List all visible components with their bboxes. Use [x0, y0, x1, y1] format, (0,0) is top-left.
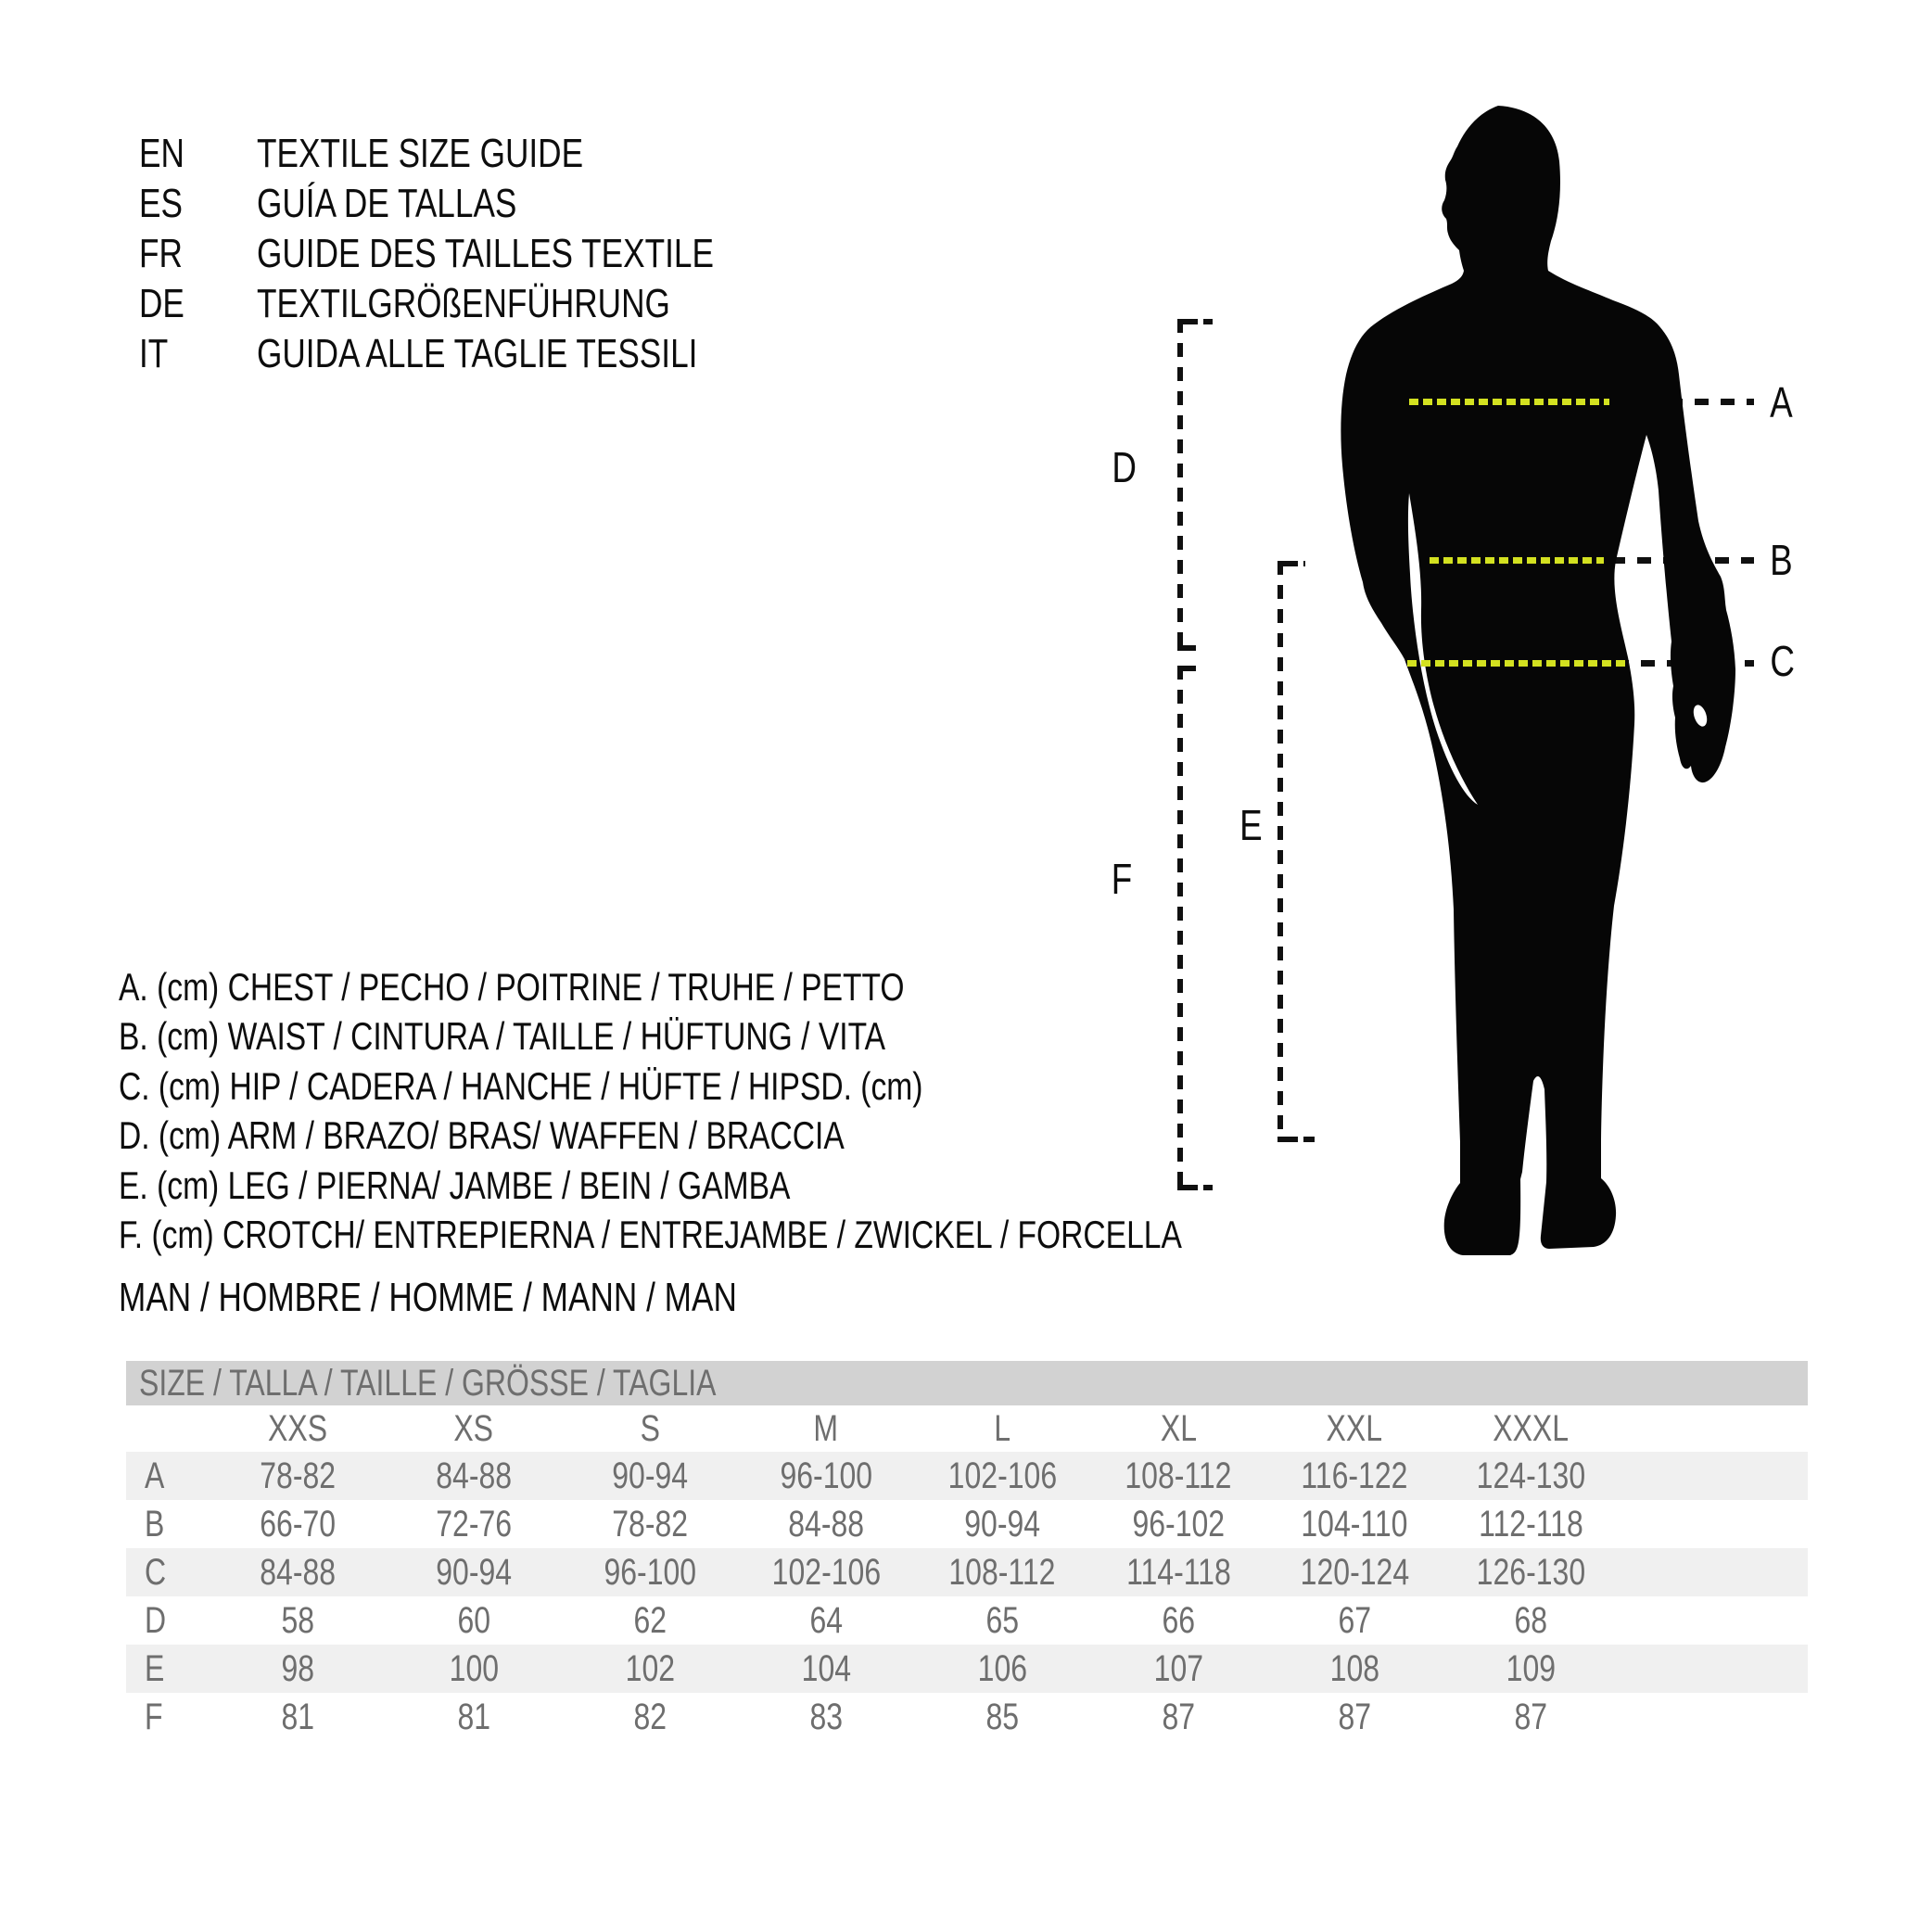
- legend-item-f: F. (cm) CROTCH/ ENTREPIERNA / ENTREJAMBE / ZWICKEL / FORCELLA: [119, 1213, 1182, 1256]
- table-cell: 81: [457, 1696, 490, 1737]
- table-cell: 114-118: [1125, 1551, 1231, 1593]
- table-cell: 104: [801, 1647, 851, 1689]
- table-cell: 68: [1514, 1599, 1547, 1641]
- crotch-line-tick-bottom: [1177, 1185, 1213, 1190]
- legend-item-c: C. (cm) HIP / CADERA / HANCHE / HÜFTE / HIPSD. (cm): [119, 1063, 923, 1108]
- legend-item-e: E. (cm) LEG / PIERNA/ JAMBE / BEIN / GAMBA: [119, 1163, 791, 1207]
- table-cell: 78-82: [260, 1455, 336, 1496]
- table-cell: 66: [1162, 1599, 1195, 1641]
- language-code: EN: [139, 131, 184, 176]
- table-row-b: [126, 1500, 1808, 1548]
- marker-label-leg: E: [1239, 800, 1263, 849]
- table-cell: 109: [1506, 1647, 1556, 1689]
- size-column-header: XS: [453, 1407, 494, 1449]
- table-cell: 81: [281, 1696, 314, 1737]
- marker-label-crotch: F: [1111, 854, 1133, 903]
- size-column-header: XL: [1160, 1407, 1197, 1449]
- table-cell: 87: [1338, 1696, 1371, 1737]
- language-title: GUIDE DES TAILLES TEXTILE: [257, 231, 714, 276]
- language-code: IT: [139, 331, 169, 376]
- table-cell: 116-122: [1301, 1455, 1408, 1496]
- size-column-header: XXS: [267, 1407, 328, 1449]
- marker-label-hip: C: [1770, 636, 1795, 685]
- table-cell: 66-70: [260, 1503, 336, 1544]
- size-column-header: M: [813, 1407, 839, 1449]
- table-cell: 82: [633, 1696, 667, 1737]
- table-cell: 84-88: [260, 1551, 336, 1593]
- table-cell: 78-82: [612, 1503, 688, 1544]
- table-row-f: [126, 1693, 1808, 1741]
- arm-line-tick-top: [1177, 319, 1213, 324]
- crotch-line-tick-top: [1177, 666, 1196, 671]
- row-label: E: [145, 1647, 165, 1689]
- table-cell: 87: [1162, 1696, 1195, 1737]
- table-cell: 106: [977, 1647, 1027, 1689]
- table-cell: 60: [457, 1599, 490, 1641]
- language-title: GUIDA ALLE TAGLIE TESSILI: [257, 331, 698, 376]
- table-cell: 90-94: [436, 1551, 512, 1593]
- row-label: A: [145, 1455, 165, 1496]
- table-cell: 87: [1514, 1696, 1547, 1737]
- table-cell: 83: [809, 1696, 843, 1737]
- marker-label-waist: B: [1770, 535, 1793, 584]
- legend-item-a: A. (cm) CHEST / PECHO / POITRINE / TRUHE / PETTO: [119, 965, 905, 1009]
- language-code: DE: [139, 281, 184, 326]
- marker-label-chest: A: [1770, 377, 1793, 426]
- marker-label-arm: D: [1112, 442, 1137, 491]
- size-column-header: XXXL: [1493, 1407, 1569, 1449]
- table-cell: 108-112: [1125, 1455, 1232, 1496]
- table-cell: 120-124: [1300, 1551, 1409, 1593]
- table-row-e: [126, 1645, 1808, 1693]
- table-cell: 62: [633, 1599, 667, 1641]
- table-body: [126, 1452, 1808, 1741]
- table-header-text: SIZE / TALLA / TAILLE / GRÖSSE / TAGLIA: [139, 1363, 717, 1404]
- arm-line-dashed: [1177, 319, 1183, 651]
- language-code: ES: [139, 181, 183, 226]
- category-line: MAN / HOMBRE / HOMME / MANN / MAN: [119, 1275, 737, 1320]
- table-cell: 107: [1153, 1647, 1203, 1689]
- table-row-a: [126, 1452, 1808, 1500]
- language-row-fr: [0, 229, 834, 279]
- size-column-header: L: [994, 1407, 1010, 1449]
- table-cell: 84-88: [788, 1503, 864, 1544]
- table-header-bar: [126, 1361, 1808, 1405]
- table-cell: 90-94: [964, 1503, 1040, 1544]
- row-label: B: [145, 1503, 165, 1544]
- table-cell: 100: [449, 1647, 499, 1689]
- table-cell: 102: [625, 1647, 675, 1689]
- hip-line-yellow: [1407, 660, 1628, 667]
- table-cell: 90-94: [612, 1455, 688, 1496]
- language-title: TEXTILGRÖßENFÜHRUNG: [257, 281, 670, 326]
- language-row-es: [0, 179, 834, 229]
- table-cell: 108-112: [948, 1551, 1056, 1593]
- table-cell: 85: [985, 1696, 1019, 1737]
- table-cell: 108: [1329, 1647, 1379, 1689]
- size-column-header: XXL: [1326, 1407, 1383, 1449]
- leg-line-tick-top: [1277, 561, 1305, 566]
- leg-line-dashed: [1277, 561, 1283, 1142]
- table-cell: 96-102: [1132, 1503, 1225, 1544]
- table-row-c: [126, 1548, 1808, 1596]
- language-title: TEXTILE SIZE GUIDE: [257, 131, 584, 176]
- table-cell: 64: [809, 1599, 843, 1641]
- table-cell: 104-110: [1301, 1503, 1408, 1544]
- table-cell: 96-100: [604, 1551, 696, 1593]
- language-code: FR: [139, 231, 183, 276]
- row-label: C: [145, 1551, 167, 1593]
- table-cell: 72-76: [436, 1503, 512, 1544]
- language-title: GUÍA DE TALLAS: [257, 181, 517, 226]
- legend-item-d: D. (cm) ARM / BRAZO/ BRAS/ WAFFEN / BRACCIA: [119, 1113, 845, 1158]
- table-cell: 84-88: [436, 1455, 512, 1496]
- language-row-it: [0, 329, 834, 379]
- table-cell: 96-100: [780, 1455, 872, 1496]
- size-table: [126, 1361, 1808, 1741]
- table-cell: 65: [985, 1599, 1019, 1641]
- legend-item-b: B. (cm) WAIST / CINTURA / TAILLE / HÜFTUNG / VITA: [119, 1014, 886, 1059]
- table-cell: 112-118: [1478, 1503, 1583, 1544]
- table-cell: 58: [281, 1599, 314, 1641]
- leg-line-tick-bottom: [1277, 1137, 1315, 1142]
- man-silhouette: [1326, 93, 1771, 1270]
- language-row-de: [0, 279, 834, 329]
- table-cell: 126-130: [1476, 1551, 1585, 1593]
- table-sizes-row: [126, 1405, 1808, 1452]
- table-cell: 102-106: [947, 1455, 1057, 1496]
- crotch-line-dashed: [1177, 666, 1183, 1190]
- waist-line-yellow: [1430, 557, 1604, 564]
- table-cell: 102-106: [771, 1551, 881, 1593]
- table-row-d: [126, 1596, 1808, 1645]
- language-row-en: [0, 129, 834, 179]
- table-cell: 98: [281, 1647, 314, 1689]
- size-column-header: S: [640, 1407, 660, 1449]
- arm-line-tick-bottom: [1177, 645, 1196, 651]
- row-label: F: [145, 1696, 163, 1737]
- chest-line-yellow: [1409, 399, 1609, 405]
- table-cell: 124-130: [1476, 1455, 1585, 1496]
- row-label: D: [145, 1599, 167, 1641]
- table-cell: 67: [1338, 1599, 1371, 1641]
